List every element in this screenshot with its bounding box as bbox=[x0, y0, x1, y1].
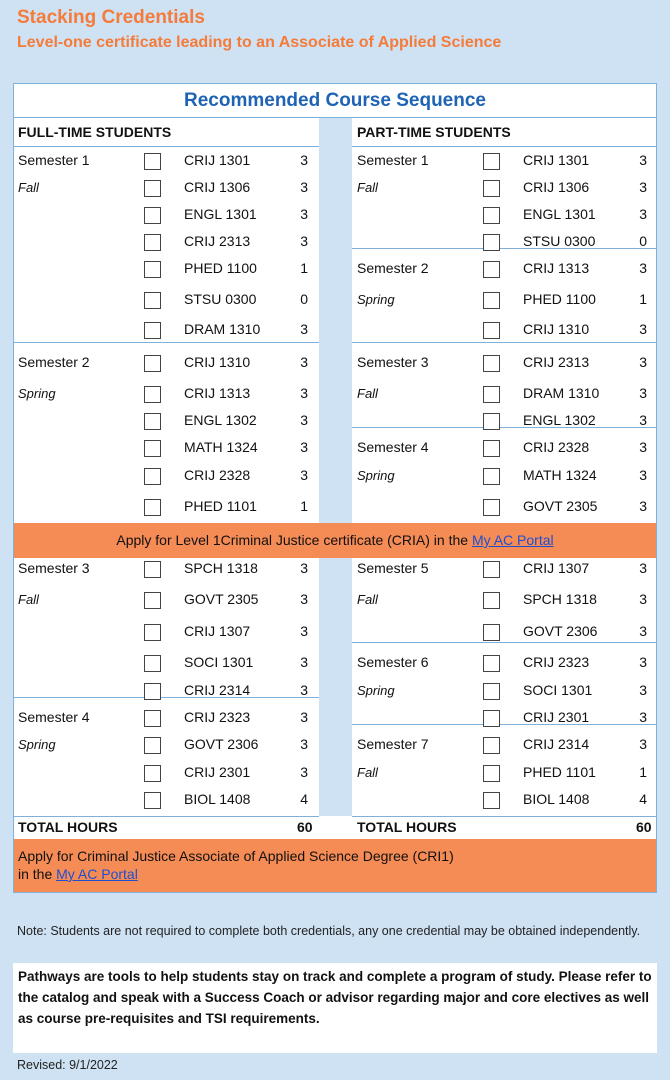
full-time-semester-1-name: Semester 1 bbox=[18, 152, 90, 168]
course-checkbox[interactable] bbox=[144, 261, 161, 278]
course-sequence-title: Recommended Course Sequence bbox=[14, 84, 656, 118]
course-checkbox[interactable] bbox=[483, 386, 500, 403]
course-checkbox[interactable] bbox=[144, 683, 161, 700]
course-checkbox[interactable] bbox=[483, 261, 500, 278]
course-code: SOCI 1301 bbox=[184, 654, 254, 670]
course-checkbox[interactable] bbox=[144, 624, 161, 641]
course-hours: 3 bbox=[300, 321, 308, 337]
course-checkbox[interactable] bbox=[144, 292, 161, 309]
total-hours-label: TOTAL HOURS bbox=[18, 819, 118, 835]
part-time-semester-3-term: Fall bbox=[357, 386, 378, 401]
column-divider bbox=[319, 558, 352, 816]
course-checkbox[interactable] bbox=[483, 468, 500, 485]
my-ac-portal-link[interactable]: My AC Portal bbox=[471, 532, 554, 548]
certificate-apply-text: Apply for Level 1Criminal Justice certificate (CRIA) in the bbox=[116, 532, 472, 548]
course-checkbox[interactable] bbox=[144, 765, 161, 782]
course-code: ENGL 1301 bbox=[523, 206, 596, 222]
course-code: CRIJ 2323 bbox=[523, 654, 590, 670]
course-hours: 3 bbox=[300, 591, 308, 607]
course-hours: 0 bbox=[300, 291, 308, 307]
course-hours: 1 bbox=[300, 260, 308, 276]
course-sequence-panel bbox=[13, 83, 657, 893]
degree-apply-text: Apply for Criminal Justice Associate of Applied Science Degree (CRI1) bbox=[18, 848, 454, 864]
part-time-semester-4-name: Semester 4 bbox=[357, 439, 429, 455]
course-code: MATH 1324 bbox=[523, 467, 597, 483]
full-time-semester-1-term: Fall bbox=[18, 180, 39, 195]
part-time-semester-7-term: Fall bbox=[357, 765, 378, 780]
page-subtitle: Level-one certificate leading to an Associate of Applied Science bbox=[17, 34, 502, 51]
course-code: SPCH 1318 bbox=[523, 591, 597, 607]
part-time-semester-7-name: Semester 7 bbox=[357, 736, 429, 752]
full-time-semester-4-term: Spring bbox=[18, 737, 56, 752]
column-divider bbox=[319, 118, 352, 523]
course-hours: 3 bbox=[300, 206, 308, 222]
part-time-semester-3-name: Semester 3 bbox=[357, 354, 429, 370]
course-hours: 3 bbox=[300, 654, 308, 670]
course-checkbox[interactable] bbox=[144, 180, 161, 197]
part-time-semester-1-name: Semester 1 bbox=[357, 152, 429, 168]
course-code: ENGL 1302 bbox=[184, 412, 257, 428]
course-checkbox[interactable] bbox=[483, 355, 500, 372]
course-checkbox[interactable] bbox=[483, 683, 500, 700]
course-hours: 3 bbox=[300, 682, 308, 698]
course-hours: 3 bbox=[300, 354, 308, 370]
course-code: DRAM 1310 bbox=[523, 385, 600, 401]
course-hours: 1 bbox=[639, 291, 647, 307]
course-checkbox[interactable] bbox=[483, 234, 500, 251]
course-hours: 0 bbox=[639, 233, 647, 249]
course-code: STSU 0300 bbox=[523, 233, 596, 249]
part-time-semester-5-name: Semester 5 bbox=[357, 560, 429, 576]
course-checkbox[interactable] bbox=[483, 624, 500, 641]
full-time-semester-3-term: Fall bbox=[18, 592, 39, 607]
course-code: DRAM 1310 bbox=[184, 321, 261, 337]
course-hours: 3 bbox=[300, 560, 308, 576]
course-checkbox[interactable] bbox=[144, 592, 161, 609]
course-checkbox[interactable] bbox=[483, 792, 500, 809]
page-title: Stacking Credentials bbox=[17, 7, 205, 28]
total-hours-part-time: 60 bbox=[636, 819, 652, 835]
course-hours: 3 bbox=[639, 260, 647, 276]
course-code: CRIJ 1301 bbox=[523, 152, 590, 168]
part-time-semester-5-term: Fall bbox=[357, 592, 378, 607]
course-code: BIOL 1408 bbox=[523, 791, 590, 807]
course-checkbox[interactable] bbox=[483, 765, 500, 782]
course-checkbox[interactable] bbox=[483, 180, 500, 197]
degree-apply-text-2: in the bbox=[18, 866, 57, 882]
course-hours: 3 bbox=[300, 233, 308, 249]
course-checkbox[interactable] bbox=[144, 207, 161, 224]
course-hours: 3 bbox=[300, 736, 308, 752]
course-checkbox[interactable] bbox=[144, 413, 161, 430]
my-ac-portal-link[interactable]: My AC Portal bbox=[56, 866, 138, 882]
course-code: CRIJ 2314 bbox=[184, 682, 251, 698]
course-hours: 3 bbox=[300, 764, 308, 780]
course-checkbox[interactable] bbox=[483, 440, 500, 457]
course-hours: 3 bbox=[300, 467, 308, 483]
course-hours: 3 bbox=[639, 560, 647, 576]
course-code: CRIJ 2328 bbox=[184, 467, 251, 483]
course-hours: 3 bbox=[639, 498, 647, 514]
course-code: CRIJ 1313 bbox=[184, 385, 251, 401]
full-time-semester-2-name: Semester 2 bbox=[18, 354, 90, 370]
course-hours: 3 bbox=[639, 654, 647, 670]
course-code: SOCI 1301 bbox=[523, 682, 593, 698]
course-hours: 3 bbox=[639, 206, 647, 222]
part-time-semester-2-name: Semester 2 bbox=[357, 260, 429, 276]
course-hours: 3 bbox=[300, 709, 308, 725]
course-checkbox[interactable] bbox=[144, 468, 161, 485]
course-code: CRIJ 1307 bbox=[184, 623, 251, 639]
course-code: CRIJ 1310 bbox=[523, 321, 590, 337]
course-hours: 3 bbox=[639, 412, 647, 428]
course-hours: 3 bbox=[639, 736, 647, 752]
course-checkbox[interactable] bbox=[483, 292, 500, 309]
course-hours: 3 bbox=[639, 179, 647, 195]
course-checkbox[interactable] bbox=[144, 561, 161, 578]
full-time-semester-3-name: Semester 3 bbox=[18, 560, 90, 576]
course-code: CRIJ 2328 bbox=[523, 439, 590, 455]
course-hours: 1 bbox=[639, 764, 647, 780]
course-code: STSU 0300 bbox=[184, 291, 257, 307]
note-text: Note: Students are not required to complete both credentials, any one credential may be obtained independently. bbox=[17, 924, 641, 938]
course-code: SPCH 1318 bbox=[184, 560, 258, 576]
course-hours: 4 bbox=[300, 791, 308, 807]
course-checkbox[interactable] bbox=[483, 413, 500, 430]
course-code: PHED 1101 bbox=[523, 764, 596, 780]
course-checkbox[interactable] bbox=[144, 737, 161, 754]
course-code: PHED 1100 bbox=[523, 291, 596, 307]
course-hours: 3 bbox=[639, 354, 647, 370]
course-code: GOVT 2305 bbox=[523, 498, 598, 514]
course-checkbox[interactable] bbox=[483, 710, 500, 727]
revised-date: Revised: 9/1/2022 bbox=[17, 1058, 118, 1072]
course-hours: 1 bbox=[300, 498, 308, 514]
course-checkbox[interactable] bbox=[144, 792, 161, 809]
course-hours: 3 bbox=[639, 623, 647, 639]
total-hours-label: TOTAL HOURS bbox=[357, 819, 457, 835]
course-checkbox[interactable] bbox=[144, 655, 161, 672]
course-checkbox[interactable] bbox=[483, 561, 500, 578]
course-hours: 3 bbox=[300, 179, 308, 195]
course-code: CRIJ 1301 bbox=[184, 152, 251, 168]
full-time-semester-4-name: Semester 4 bbox=[18, 709, 90, 725]
course-code: PHED 1100 bbox=[184, 260, 257, 276]
course-checkbox[interactable] bbox=[483, 592, 500, 609]
full-time-semester-2-term: Spring bbox=[18, 386, 56, 401]
course-hours: 3 bbox=[639, 467, 647, 483]
course-code: BIOL 1408 bbox=[184, 791, 251, 807]
course-checkbox[interactable] bbox=[483, 207, 500, 224]
course-checkbox[interactable] bbox=[144, 234, 161, 251]
course-hours: 3 bbox=[300, 412, 308, 428]
course-checkbox[interactable] bbox=[483, 499, 500, 516]
course-code: MATH 1324 bbox=[184, 439, 258, 455]
full-time-heading: FULL-TIME STUDENTS bbox=[18, 124, 172, 140]
certificate-apply-band bbox=[14, 523, 656, 558]
course-hours: 3 bbox=[300, 623, 308, 639]
course-checkbox[interactable] bbox=[144, 440, 161, 457]
course-hours: 3 bbox=[639, 439, 647, 455]
part-time-semester-6-term: Spring bbox=[357, 683, 395, 698]
course-code: CRIJ 2301 bbox=[184, 764, 251, 780]
course-code: CRIJ 1310 bbox=[184, 354, 251, 370]
course-code: ENGL 1302 bbox=[523, 412, 596, 428]
part-time-semester-1-term: Fall bbox=[357, 180, 378, 195]
course-hours: 3 bbox=[300, 385, 308, 401]
course-hours: 3 bbox=[639, 152, 647, 168]
course-checkbox[interactable] bbox=[144, 710, 161, 727]
course-checkbox[interactable] bbox=[483, 322, 500, 339]
course-code: CRIJ 1306 bbox=[184, 179, 251, 195]
degree-apply-band bbox=[14, 839, 656, 892]
course-code: GOVT 2306 bbox=[523, 623, 598, 639]
course-checkbox[interactable] bbox=[483, 153, 500, 170]
course-checkbox[interactable] bbox=[144, 355, 161, 372]
course-hours: 3 bbox=[639, 591, 647, 607]
course-code: CRIJ 2313 bbox=[184, 233, 251, 249]
pathways-box: Pathways are tools to help students stay on track and complete a program of study. Please refer to the catalog and speak with a Success Coach or advisor regarding major and core electives as well as course pre-requisites and TSI requirements. bbox=[13, 963, 657, 1053]
course-hours: 4 bbox=[639, 791, 647, 807]
total-hours-full-time: 60 bbox=[297, 819, 313, 835]
course-code: GOVT 2305 bbox=[184, 591, 259, 607]
course-code: CRIJ 2301 bbox=[523, 709, 590, 725]
course-checkbox[interactable] bbox=[483, 655, 500, 672]
course-code: CRIJ 1306 bbox=[523, 179, 590, 195]
course-hours: 3 bbox=[300, 439, 308, 455]
course-hours: 3 bbox=[300, 152, 308, 168]
course-code: CRIJ 2323 bbox=[184, 709, 251, 725]
part-time-semester-4-term: Spring bbox=[357, 468, 395, 483]
course-code: GOVT 2306 bbox=[184, 736, 259, 752]
course-hours: 3 bbox=[639, 682, 647, 698]
course-code: CRIJ 1313 bbox=[523, 260, 590, 276]
course-code: PHED 1101 bbox=[184, 498, 257, 514]
course-code: ENGL 1301 bbox=[184, 206, 257, 222]
part-time-semester-2-term: Spring bbox=[357, 292, 395, 307]
course-code: CRIJ 2313 bbox=[523, 354, 590, 370]
course-hours: 3 bbox=[639, 709, 647, 725]
course-checkbox[interactable] bbox=[483, 737, 500, 754]
part-time-heading: PART-TIME STUDENTS bbox=[357, 124, 511, 140]
course-hours: 3 bbox=[639, 385, 647, 401]
course-checkbox[interactable] bbox=[144, 322, 161, 339]
course-hours: 3 bbox=[639, 321, 647, 337]
course-checkbox[interactable] bbox=[144, 499, 161, 516]
part-time-semester-6-name: Semester 6 bbox=[357, 654, 429, 670]
course-checkbox[interactable] bbox=[144, 153, 161, 170]
course-checkbox[interactable] bbox=[144, 386, 161, 403]
course-code: CRIJ 1307 bbox=[523, 560, 590, 576]
course-code: CRIJ 2314 bbox=[523, 736, 590, 752]
